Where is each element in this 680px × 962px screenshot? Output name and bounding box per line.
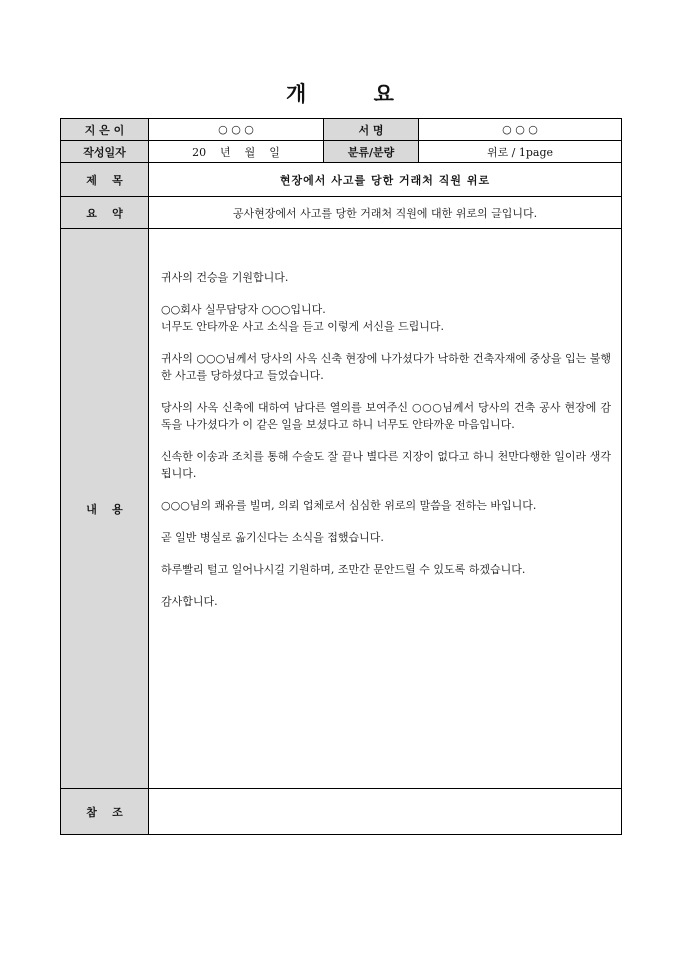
signature-label: 서 명: [324, 119, 419, 141]
paragraph-intro: [161, 301, 611, 335]
intro-line-1: ○○회사 실무담당자 ○○○입니다.: [161, 303, 326, 316]
author-label: 지 은 이: [61, 119, 149, 141]
paragraph-transfer: 곧 일반 병실로 옮기신다는 소식을 접했습니다.: [161, 531, 384, 544]
paragraph-recovery: 하루빨리 털고 일어나시길 기원하며, 조만간 문안드릴 수 있도록 하겠습니다.: [161, 563, 526, 576]
paragraph-thanks: 감사합니다.: [161, 595, 218, 608]
content-label: 내 용: [61, 229, 149, 789]
overview-form: [60, 118, 622, 835]
subject-label: 제 목: [61, 163, 149, 197]
subject-row: [61, 163, 622, 197]
reference-row: [61, 789, 622, 835]
signature-value: ○ ○ ○: [419, 119, 622, 141]
category-value: 위로 / 1page: [419, 141, 622, 163]
paragraph-sympathy: 당사의 사옥 신축에 대하여 남다른 열의를 보여주신 ○○○님께서 당사의 건축 공사 현장에 감독을 나가셨다가 이 같은 일을 보셨다고 하니 너무도 안타까운 마음입니다.: [161, 401, 611, 431]
subject-value: 현장에서 사고를 당한 거래처 직원 위로: [149, 163, 622, 197]
summary-row: [61, 197, 622, 229]
paragraph-relief: 신속한 이송과 조치를 통해 수술도 잘 끝나 별다른 지장이 없다고 하니 천만다행한 일이라 생각됩니다.: [161, 450, 611, 480]
paragraph-greeting: 귀사의 건승을 기원합니다.: [161, 271, 289, 284]
summary-label: 요 약: [61, 197, 149, 229]
reference-value: [149, 789, 622, 835]
author-value: ○ ○ ○: [149, 119, 324, 141]
paragraph-wishes: ○○○님의 쾌유를 빌며, 의뢰 업체로서 심심한 위로의 말씀을 전하는 바입니다.: [161, 499, 537, 512]
reference-label: 참 조: [61, 789, 149, 835]
category-label: 분류/분량: [324, 141, 419, 163]
document-title: 개 요: [286, 81, 424, 106]
paragraph-accident: 귀사의 ○○○님께서 당사의 사옥 신축 현장에 나가셨다가 낙하한 건축자재에 중상을 입는 불행한 사고를 당하셨다고 들었습니다.: [161, 352, 611, 382]
intro-line-2: 너무도 안타까운 사고 소식을 듣고 이렇게 서신을 드립니다.: [161, 320, 444, 333]
content-body: [149, 229, 622, 789]
date-row: [61, 141, 622, 163]
author-row: [61, 119, 622, 141]
date-label: 작성일자: [61, 141, 149, 163]
summary-value: 공사현장에서 사고를 당한 거래처 직원에 대한 위로의 글입니다.: [149, 197, 622, 229]
content-row: [61, 229, 622, 789]
date-value: 20 년 월 일: [149, 141, 324, 163]
